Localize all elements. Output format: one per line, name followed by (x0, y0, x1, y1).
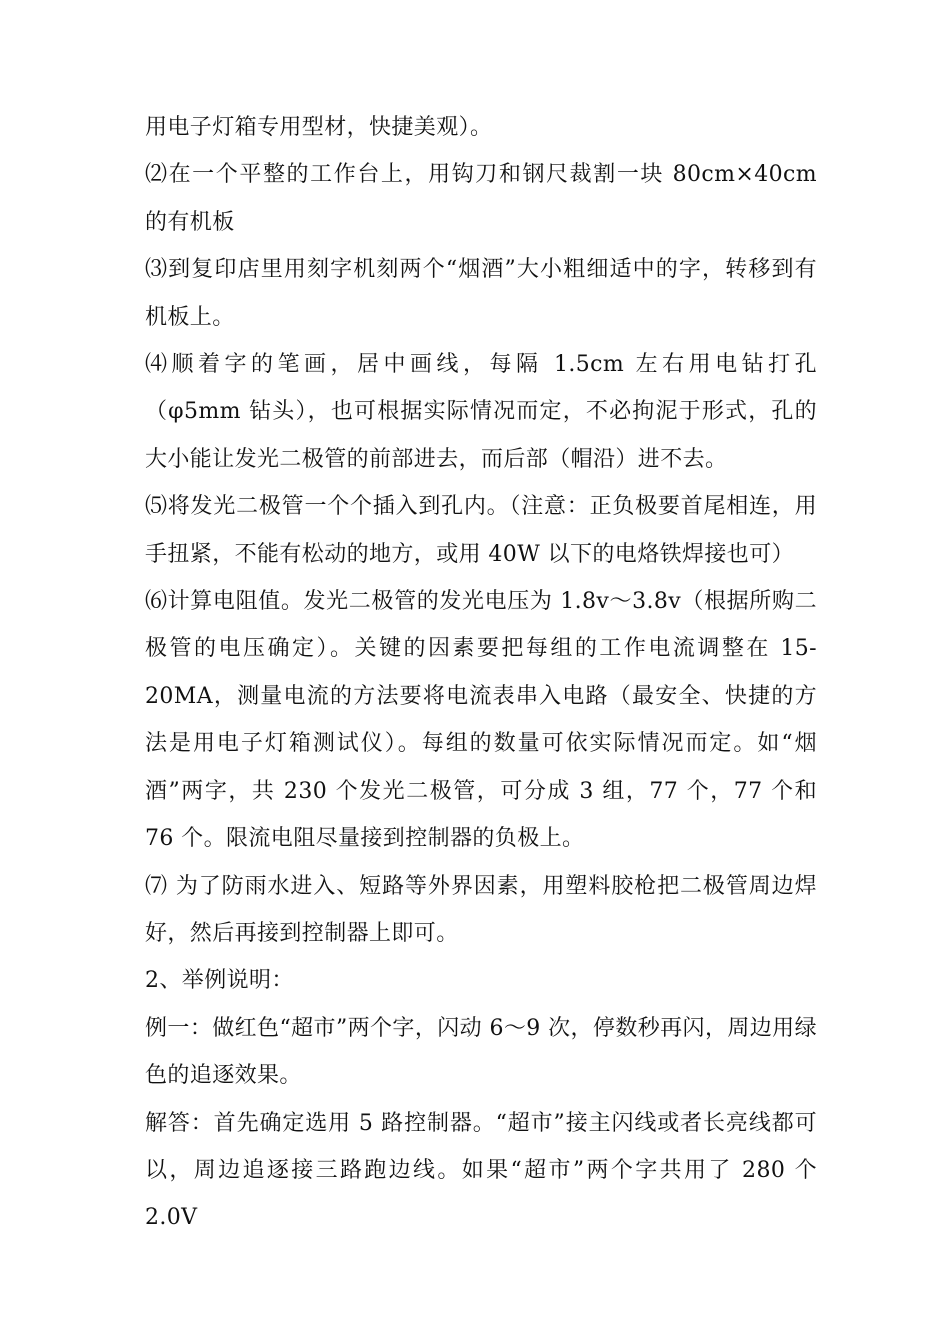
paragraph-intro-continuation: 用电子灯箱专用型材，快捷美观）。 (145, 115, 493, 140)
paragraph-answer: 解答：首先确定选用 5 路控制器。“超市”接主闪线或者长亮线都可以，周边追逐接三路跑边线。如果“超市”两个字共用了 280 个 2.0V (145, 1110, 817, 1231)
paragraph-example-1: 例一：做红色“超市”两个字，闪动 6～9 次，停数秒再闪，周边用绿色的追逐效果。 (145, 1015, 817, 1089)
paragraph-step-2: ⑵在一个平整的工作台上，用钩刀和钢尺裁割一块 80cm×40cm 的有机板 (145, 162, 817, 235)
paragraph-step-6: ⑹计算电阻值。发光二极管的发光电压为 1.8v～3.8v（根据所购二极管的电压确定）。关键的因素要把每组的工作电流调整在 15-20MA，测量电流的方法要将电流表串入电路（最安全、快捷的方法是用电子灯箱测试仪）。每组的数量可依实际情况而定。如“烟酒”两字，共 230 个发光二极管，可分成 3 组，77 个，77 个和 76 个。限流电阻尽量接到控制器的负极上。 (145, 589, 817, 852)
paragraph-step-7: ⑺ 为了防雨水进入、短路等外界因素，用塑料胶枪把二极管周边焊好，然后再接到控制器上即可。 (145, 873, 817, 946)
paragraph-step-4: ⑷顺着字的笔画，居中画线，每隔 1.5cm 左右用电钻打孔（φ5mm 钻头），也可根据实际情况而定，不必拘泥于形式，孔的大小能让发光二极管的前部进去，而后部（帽沿）进不去。 (145, 352, 817, 472)
paragraph-step-5: ⑸将发光二极管一个个插入到孔内。（注意：正负极要首尾相连，用手扭紧，不能有松动的地方，或用 40W 以下的电烙铁焊接也可） (145, 494, 817, 567)
paragraph-step-3: ⑶到复印店里用刻字机刻两个“烟酒”大小粗细适中的字，转移到有机板上。 (145, 257, 817, 330)
section-heading-examples: 2、举例说明： (145, 968, 294, 994)
document-page (145, 104, 817, 1242)
